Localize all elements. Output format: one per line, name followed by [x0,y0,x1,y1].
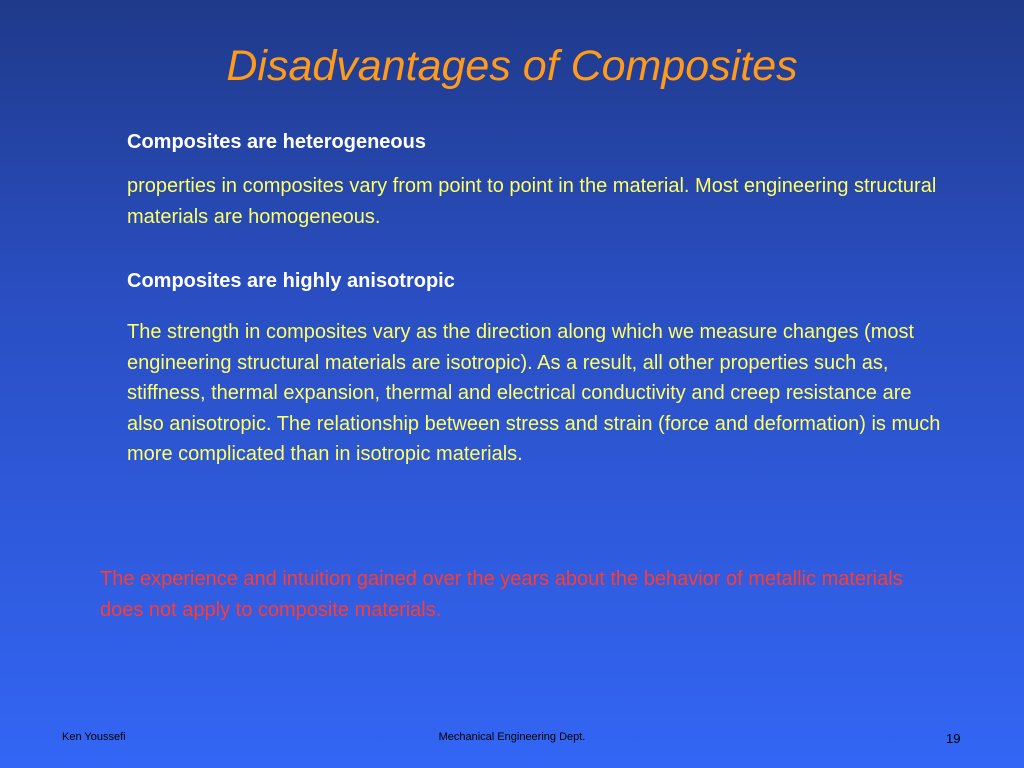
slide-title: Disadvantages of Composites [226,42,798,90]
footer-department: Mechanical Engineering Dept. [438,731,586,743]
warning-note: The experience and intuition gained over the years about the behavior of metallic materials does not apply to composite materials. [100,568,903,621]
section-heading-anisotropic: Composites are highly anisotropic [127,270,455,292]
footer-author: Ken Youssefi [62,731,126,743]
section-body-anisotropic: The strength in composites vary as the direction along which we measure changes (most engineering structural materials are isotropic). As a result, all other properties such as, stiffness, thermal expansion, thermal and electrical conductivity and creep resistance are also anisotropic. The relationship between stress and strain (force and deformation) is much more complicated than in isotropic materials. [127,321,941,465]
section-heading-heterogeneous: Composites are heterogeneous [127,131,426,153]
page-number: 19 [946,731,961,746]
section-body-heterogeneous: properties in composites vary from point to point in the material. Most engineering structural materials are homogeneous. [127,175,937,228]
